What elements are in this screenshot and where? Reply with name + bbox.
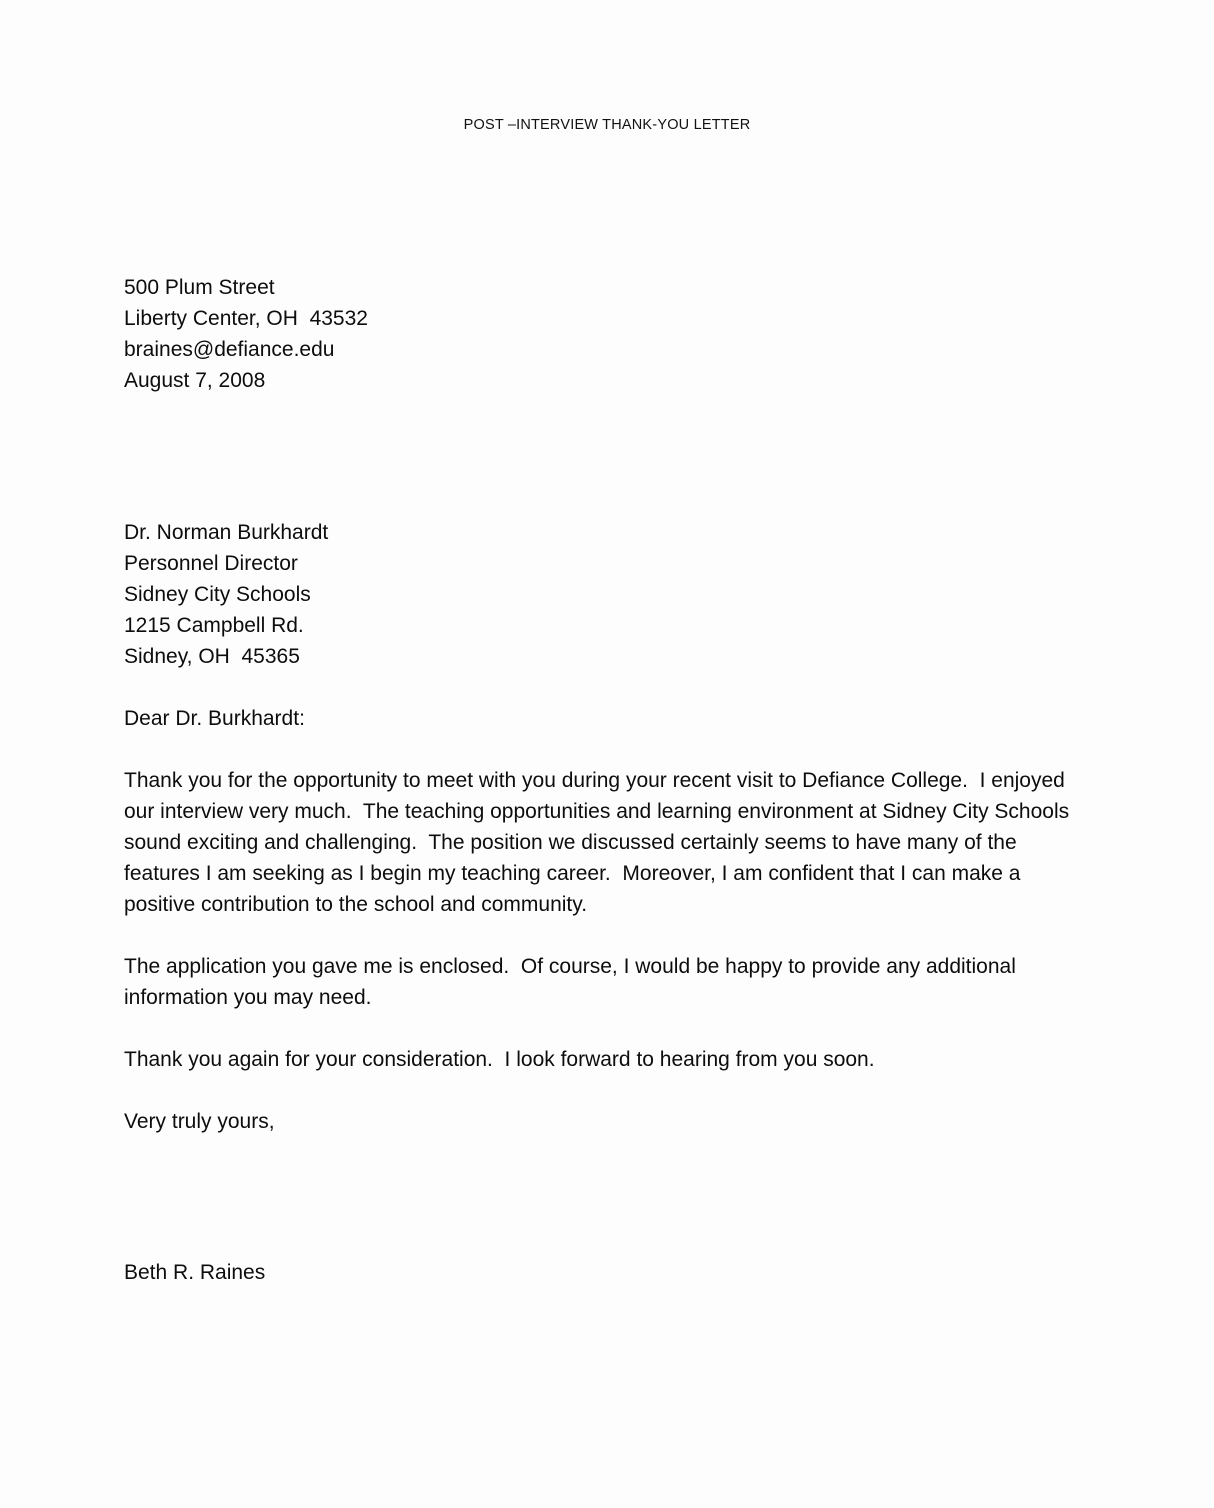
spacer-before-paragraph-1 — [124, 734, 1092, 765]
sender-street: 500 Plum Street — [124, 276, 275, 299]
recipient-name: Dr. Norman Burkhardt — [124, 521, 329, 544]
body-paragraph-2: The application you gave me is enclosed. Of course, I would be happy to provide any additional information you may need. — [124, 955, 1022, 1009]
letter-date: August 7, 2008 — [124, 369, 266, 392]
signature-space — [124, 1137, 1092, 1257]
spacer-before-closing — [124, 1075, 1092, 1106]
spacer-before-salutation — [124, 672, 1092, 703]
recipient-city-state-zip: Sidney, OH 45365 — [124, 645, 300, 668]
recipient-street: 1215 Campbell Rd. — [124, 614, 304, 637]
sender-address-block — [124, 272, 1092, 396]
spacer-sender-recipient — [124, 396, 1092, 517]
body-paragraph-3: Thank you again for your consideration. I look forward to hearing from you soon. — [124, 1048, 875, 1071]
page-title: POST –INTERVIEW THANK-YOU LETTER — [463, 117, 751, 133]
sender-city-state-zip: Liberty Center, OH 43532 — [124, 307, 368, 330]
letter-body — [124, 272, 1092, 1288]
spacer-before-paragraph-3 — [124, 1013, 1092, 1044]
salutation: Dear Dr. Burkhardt: — [124, 707, 305, 730]
recipient-organization: Sidney City Schools — [124, 583, 311, 606]
sender-email: braines@defiance.edu — [124, 338, 335, 361]
body-paragraph-1: Thank you for the opportunity to meet with you during your recent visit to Defiance College. I enjoyed our interview very much. The teaching opportunities and learning environment at Sidney City Schools sound exciting and challenging. The position we discussed certainly seems to have many of the features I am seeking as I begin my teaching career. Moreover, I am confident that I can make a positive contribution to the school and community. — [124, 769, 1075, 916]
spacer-before-paragraph-2 — [124, 920, 1092, 951]
signature-name: Beth R. Raines — [124, 1261, 266, 1284]
closing-valediction: Very truly yours, — [124, 1110, 275, 1133]
recipient-job-title: Personnel Director — [124, 552, 298, 575]
recipient-address-block — [124, 517, 1092, 672]
